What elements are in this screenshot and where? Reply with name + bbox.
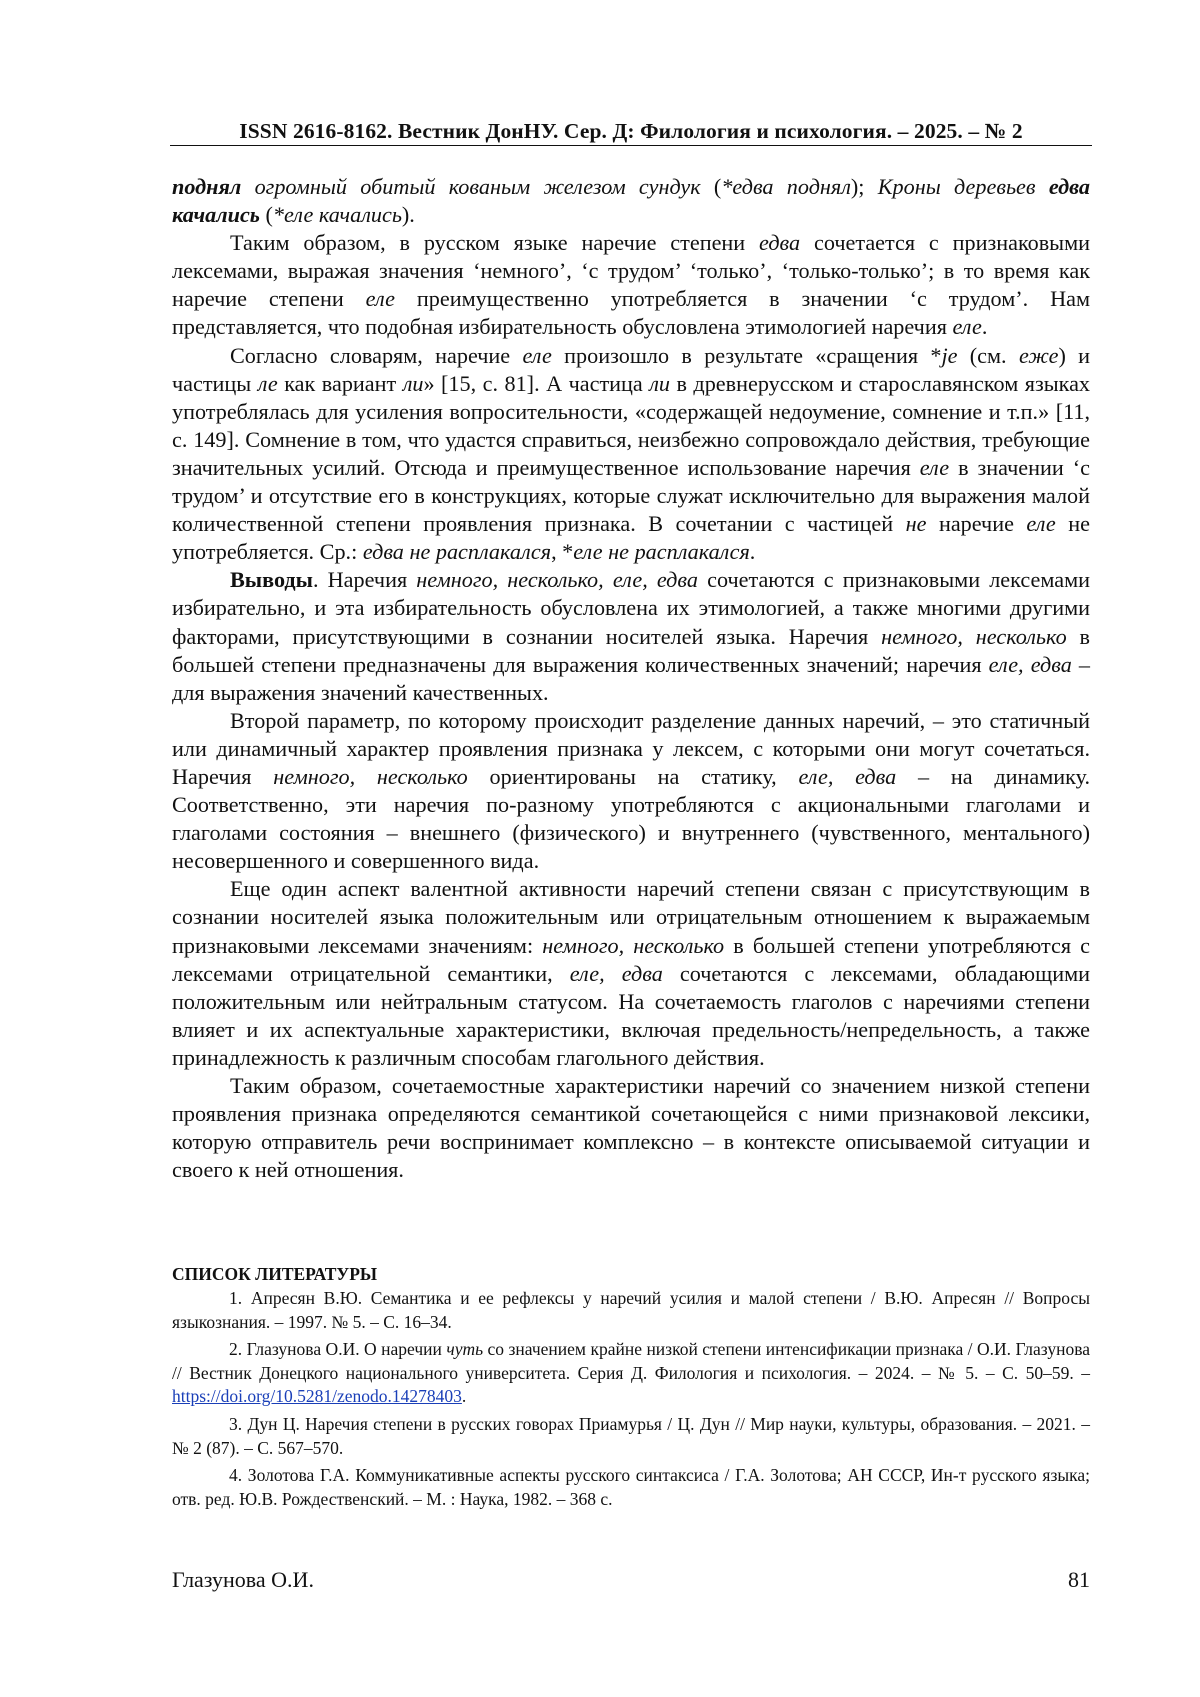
example-text: едва не расплакался (362, 539, 552, 565)
term: чуть (446, 1339, 484, 1360)
section-heading: Выводы (230, 567, 313, 593)
term: немного, несколько (273, 763, 468, 789)
paragraph-conclusions (172, 566, 1090, 706)
term: еле, едва (569, 960, 663, 986)
term: еле (365, 286, 396, 312)
emphasis: едва качались (172, 174, 1090, 228)
text: . (749, 539, 756, 565)
term: ли (402, 370, 424, 396)
text: сочетаются с лексемами, обладающими положительным или нейтральным статусом. На сочетаемость глаголов с наречиями степени влияет и их аспектуальные характеристики, включая предельность/непредельность, а также принадлежность к различным способам глагольного действия. (172, 960, 1090, 1070)
references-heading: СПИСОК ЛИТЕРАТУРЫ (172, 1264, 378, 1284)
text: не употребляется. Ср.: (172, 511, 1090, 565)
text: наречие (926, 511, 1027, 537)
text: . (981, 314, 988, 340)
text: ); (850, 174, 878, 199)
term: je (941, 342, 958, 368)
references-list (172, 1287, 1090, 1515)
text: в большей степени употребляются с лексемами отрицательной семантики, (172, 932, 1090, 986)
example-text: Кроны деревьев (877, 174, 1049, 199)
header-divider (170, 145, 1092, 146)
term: едва (759, 230, 801, 256)
text: (см. (957, 342, 1019, 368)
text: сочетаются с признаковыми лексемами избирательно, и эта избирательность обусловлена их этимологией, а также многими другими факторами, присутствующими в сознании носителей языка. Наречия (172, 567, 1090, 649)
example-text: огромный обитый кованым железом сундук (241, 174, 701, 199)
paragraph (172, 342, 1090, 567)
example-text: *еле качались (272, 202, 402, 228)
reference-item (172, 1338, 1090, 1409)
text: Еще один аспект валентной активности наречий степени связан с присутствующим в сознании носителей языка положительным или отрицательным отношением к выражаемым признаковыми лексемами значениям: (172, 876, 1090, 958)
footer-author: Глазунова О.И. (172, 1567, 314, 1592)
text: » [15, с. 81]. А частица (423, 370, 650, 396)
term: еле (522, 342, 552, 368)
text: . (461, 1386, 467, 1407)
example-text: *едва поднял (721, 174, 851, 199)
text: Таким образом, сочетаемостные характеристики наречий со значением низкой степени проявления признака определяются семантикой сочетающейся с ними признаковой лексики, которую отправитель речи воспринимает комплексно – в контексте описываемой ситуации и своего к ней отношения. (172, 1073, 1090, 1183)
page-number: 81 (1068, 1567, 1090, 1592)
paragraph (172, 707, 1090, 876)
term: еже (1018, 342, 1059, 368)
text: ). (401, 202, 415, 228)
text: Второй параметр, по которому происходит разделение данных наречий, – это статичный или динамичный характер проявления признака у лексем, с которыми они могут сочетаться. Наречия (172, 707, 1090, 789)
term: немного, несколько (542, 932, 725, 958)
text: ориентированы на статику, (467, 763, 799, 789)
text: преимущественно употребляется в значении ‘с трудом’. Нам представляется, что подобная избирательность обусловлена этимологией наречия (172, 286, 1090, 340)
text: как вариант (277, 370, 403, 396)
article-body (172, 173, 1090, 1184)
text: . Наречия (312, 567, 417, 593)
text: Таким образом, в русском языке наречие степени (230, 230, 760, 256)
text: в древнерусском и старославянском языках употреблялась для усиления вопросительности, «содержащей недоумение, сомнение и т.п.» [11, с. 149]. Сомнение в том, что удастся справиться, неизбежно сопровождало действия, требующие значительных усилий. Отсюда и преимущественное использование наречия (172, 370, 1091, 480)
paragraph (172, 1072, 1090, 1184)
term: немного, несколько, еле, едва (416, 567, 698, 593)
term: немного, несколько (881, 623, 1067, 649)
emphasis: поднял (172, 174, 242, 199)
text: ) и частицы (172, 342, 1091, 396)
text: – на динамику. Соответственно, эти наречия по-разному употребляются с акциональными глаголами и глаголами состояния – внешнего (физического) и внутреннего (чувственного, ментального) несовершенного и совершенного вида. (172, 763, 1091, 874)
text: произошло в результате «сращения * (551, 342, 942, 368)
paragraph (172, 229, 1090, 341)
term: еле (952, 314, 982, 340)
reference-item: 4. Золотова Г.А. Коммуникативные аспекты русского синтаксиса / Г.А. Золотова; АН СССР, Ин-т русского языка; отв. ред. Ю.В. Рождественский. – М. : Наука, 1982. – 368 с. (172, 1465, 1090, 1509)
text: в значении ‘с трудом’ и отсутствие его в конструкциях, которые служат исключительно для выражения малой количественной степени проявления признака. В сочетании с частицей (172, 454, 1090, 537)
text: со значением крайне низкой степени интенсификации признака / О.И. Глазунова // Вестник Донецкого национального университета. Серия Д. Филология и психология. – 2024. – № 5. – С. 50–59. – (172, 1339, 1090, 1383)
example-text: еле не расплакался (573, 539, 750, 565)
text: 2. Глазунова О.И. О наречии (229, 1339, 447, 1360)
text: , * (551, 539, 574, 565)
text: – для выражения значений качественных. (172, 651, 1091, 705)
text: Согласно словарям, наречие (230, 342, 523, 368)
doi-link[interactable]: https://doi.org/10.5281/zenodo.14278403 (172, 1386, 462, 1407)
text: ( (259, 202, 273, 228)
running-header: ISSN 2616-8162. Вестник ДонНУ. Сер. Д: Филология и психология. – 2025. – № 2 (239, 119, 1023, 143)
paragraph-continuation (172, 173, 1090, 229)
text: сочетается с признаковыми лексемами, выражая значения ‘немного’, ‘с трудом’ ‘только’, ‘только-только’; в то время как наречие степени (172, 230, 1090, 312)
term: еле (919, 454, 950, 480)
text: ( (700, 174, 722, 199)
term: ле (257, 370, 278, 396)
term: ли (649, 370, 670, 396)
term: еле, едва (988, 651, 1072, 677)
paragraph (172, 875, 1090, 1072)
term: еле, едва (798, 763, 897, 789)
term: еле (1026, 511, 1056, 537)
reference-item: 3. Дун Ц. Наречия степени в русских говорах Приамурья / Ц. Дун // Мир науки, культуры, образования. – 2021. – № 2 (87). – С. 567–570. (172, 1413, 1090, 1458)
term: не (905, 511, 927, 537)
reference-item: 1. Апресян В.Ю. Семантика и ее рефлексы у наречий усилия и малой степени / В.Ю. Апресян // Вопросы языкознания. – 1997. № 5. – С. 16–34. (172, 1288, 1090, 1332)
text: в большей степени предназначены для выражения количественных значений; наречия (172, 623, 1090, 677)
